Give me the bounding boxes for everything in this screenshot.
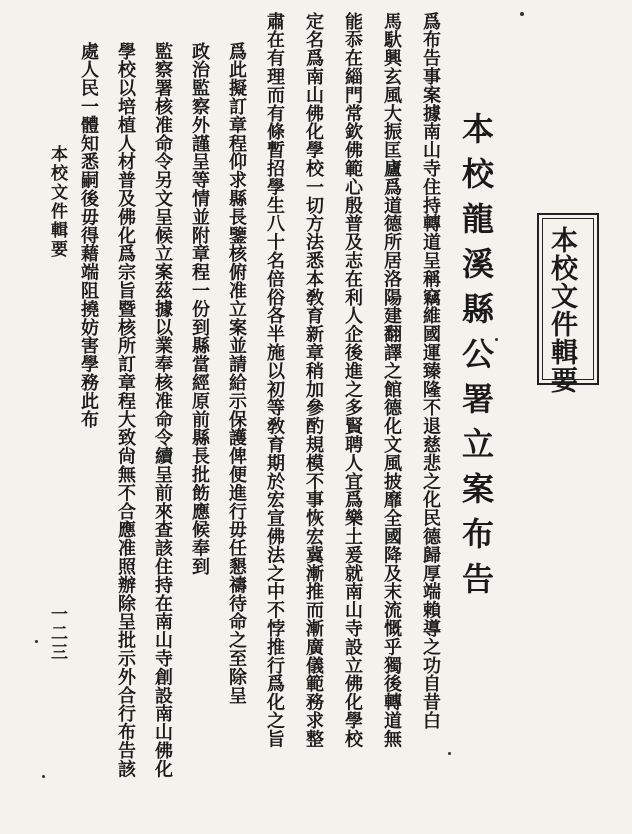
- body-column-10: 處人民一體知悉嗣後毋得藉端阻撓妨害學務此布: [78, 42, 99, 429]
- body-column-7: 政治監察外謹呈等情並附章程一份到縣當經原前縣長批飭應候奉到: [189, 42, 210, 576]
- body-column-1: 爲布告事案據南山寺住持轉道呈稱竊維國運臻隆不退慈悲之化民德歸厚端賴導之功自昔白: [420, 12, 441, 730]
- running-head: 本校文件輯要: [47, 145, 67, 259]
- body-column-4: 定名爲南山佛化學校一切方法悉本敎育新章稍加參酌規模不事恢宏冀漸推而漸廣儀範務求整: [303, 12, 324, 748]
- scan-speck: [520, 12, 524, 16]
- scan-speck: [42, 775, 45, 778]
- body-column-6: 爲此擬訂章程仰求縣長鑒核俯准立案並請給示保護俾便進行毋任懇禱待命之至除呈: [226, 42, 247, 705]
- body-column-3: 能忝在緇門常欽佛範心殷普及志在利人企後進之多賢聘人宜爲樂土爰就南山寺設立佛化學校: [342, 12, 363, 748]
- header-box-title: 本校文件輯要: [546, 226, 577, 394]
- body-column-8: 監察署核准命令另文呈候立案茲據以業奉核准命令續呈前來查該住持在南山寺創設南山佛化: [152, 42, 173, 778]
- scan-speck: [35, 640, 38, 643]
- page-number: 一二三: [47, 605, 67, 662]
- body-column-5: 肅在有理而有條暫招學生八十名倍俗各半施以初等敎育期於宏宣佛法之中不悖推行爲化之旨: [264, 12, 285, 748]
- notice-title: 本校龍溪縣公署立案布告: [457, 112, 495, 607]
- body-column-9: 學校以培植人材普及佛化爲宗旨暨核所訂章程大致尙無不合應准照辦除呈批示外合行布告該: [115, 42, 136, 778]
- body-column-2: 馬馱興玄風大振匡廬爲道德所居洛陽建翻譯之館德化文風披靡全國降及末流慨乎獨後轉道無: [381, 12, 402, 748]
- scan-speck: [448, 752, 451, 755]
- scan-speck: [495, 338, 498, 341]
